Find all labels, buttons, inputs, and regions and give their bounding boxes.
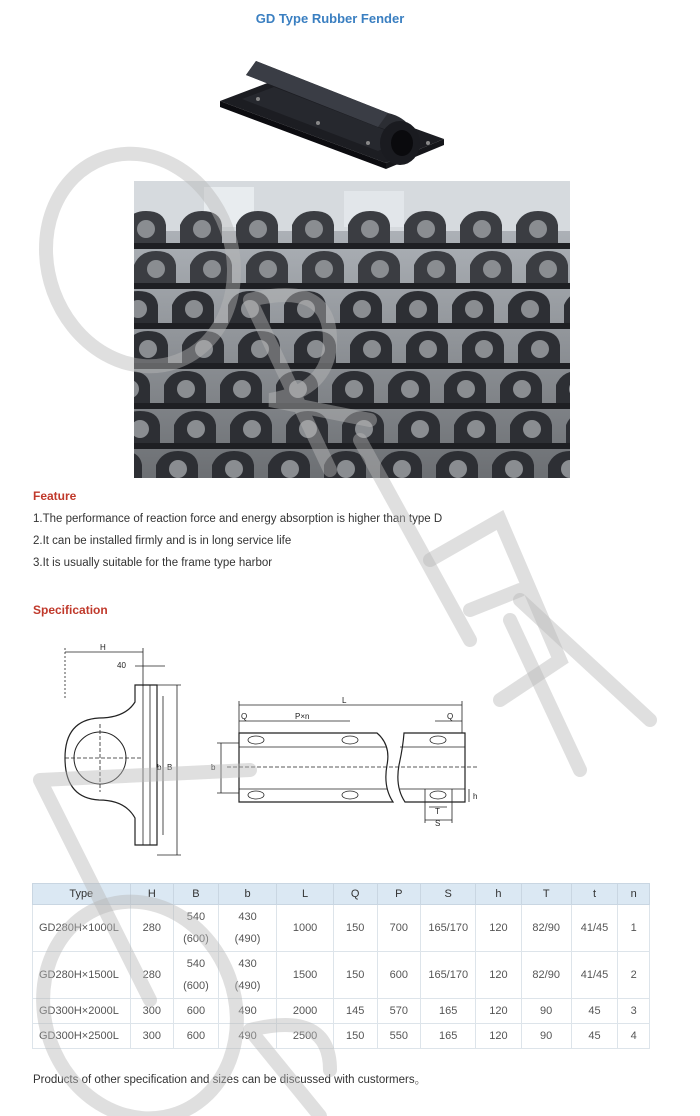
fender-base: [278, 323, 334, 329]
fender-base: [176, 363, 232, 369]
fender-hole: [297, 300, 315, 318]
fender-hole: [315, 260, 333, 278]
fender-hole: [411, 420, 429, 438]
fender-base: [174, 243, 230, 249]
fender-base: [326, 403, 382, 409]
fender-hole: [251, 340, 269, 358]
col-header: T: [521, 884, 571, 905]
cell-b: [218, 952, 277, 999]
cell-T: 90: [521, 1024, 571, 1049]
fender-hole: [337, 460, 355, 478]
cell-L: 2500: [277, 1024, 334, 1049]
fender-hole: [345, 380, 363, 398]
fender-base: [504, 443, 560, 449]
col-header: n: [618, 884, 650, 905]
fender-base: [520, 283, 570, 289]
fender-hole: [513, 380, 531, 398]
cell-n: 4: [618, 1024, 650, 1049]
fender-hole: [233, 380, 251, 398]
fender-base: [408, 283, 464, 289]
fender-hole: [417, 220, 435, 238]
fender-hole: [361, 220, 379, 238]
fender-base: [568, 363, 570, 369]
fender-base: [270, 403, 326, 409]
dim-h-label: h: [473, 792, 478, 801]
feature-item: 3.It is usually suitable for the frame type harbor: [33, 557, 273, 569]
cell-H: 280: [130, 952, 174, 999]
col-header: Type: [33, 884, 131, 905]
fender-hole: [225, 460, 243, 478]
fender-base: [510, 243, 566, 249]
table-row: [33, 1024, 650, 1049]
fender-hole: [505, 460, 523, 478]
fender-base: [288, 363, 344, 369]
fender-base: [134, 243, 174, 249]
fender-hole: [169, 460, 187, 478]
cell-Q: 150: [333, 952, 377, 999]
fender-hole: [353, 300, 371, 318]
fender-hole: [137, 220, 155, 238]
fender-hole: [419, 340, 437, 358]
cell-type: GD280H×1000L: [33, 905, 131, 952]
fender-hole: [539, 260, 557, 278]
fender-base: [464, 283, 520, 289]
fender-base: [134, 323, 166, 329]
dim-S-label: S: [435, 819, 441, 828]
dim-T-label: T: [435, 807, 440, 816]
dim-Q-left-label: Q: [241, 712, 248, 721]
fender-hole: [203, 260, 221, 278]
cell-P: 600: [377, 952, 421, 999]
fender-hole: [147, 260, 165, 278]
cell-L: 1000: [277, 905, 334, 952]
fender-base: [344, 363, 400, 369]
fender-hole: [355, 420, 373, 438]
fender-hole: [529, 220, 547, 238]
cell-H: 300: [130, 1024, 174, 1049]
cell-T: 82/90: [521, 905, 571, 952]
fender-hole: [299, 420, 317, 438]
fender-base: [214, 403, 270, 409]
fender-base: [448, 443, 504, 449]
cell-B-alt: (600): [183, 980, 209, 992]
fender-base: [134, 283, 184, 289]
cell-n: 3: [618, 999, 650, 1024]
fender-base: [560, 443, 570, 449]
product-image: [218, 57, 448, 177]
col-header: t: [571, 884, 618, 905]
fender-base: [400, 363, 456, 369]
table-row: [33, 905, 650, 952]
fender-hole: [193, 220, 211, 238]
fender-base: [134, 443, 168, 449]
fender-base: [454, 243, 510, 249]
cell-B: 600: [174, 999, 219, 1024]
cell-B-alt: (600): [183, 933, 209, 945]
fender-hole: [409, 300, 427, 318]
cell-h: 120: [476, 999, 521, 1024]
fender-hole: [307, 340, 325, 358]
cell-Q: 150: [333, 1024, 377, 1049]
fender-hole: [467, 420, 485, 438]
table-row: [33, 999, 650, 1024]
cell-S: 165: [421, 999, 476, 1024]
fender-base: [382, 403, 438, 409]
plan-diagram: [207, 695, 497, 830]
cell-b: 490: [218, 1024, 277, 1049]
dim-b-mid-label: b: [211, 763, 216, 772]
dim-H-label: H: [100, 643, 106, 652]
cell-b-alt: (490): [234, 933, 261, 945]
table-row: [33, 952, 650, 999]
cell-S: 165/170: [421, 952, 476, 999]
fender-hole: [243, 420, 261, 438]
fender-hole: [305, 220, 323, 238]
spec-table: [32, 883, 650, 1049]
cell-Q: 145: [333, 999, 377, 1024]
col-header: b: [218, 884, 277, 905]
cell-T: 90: [521, 999, 571, 1024]
fender-hole: [259, 260, 277, 278]
fender-base: [494, 403, 550, 409]
dim-b-label: b: [157, 763, 162, 772]
cell-t: 45: [571, 999, 618, 1024]
col-header: L: [277, 884, 334, 905]
col-header: Q: [333, 884, 377, 905]
fender-hole: [475, 340, 493, 358]
fender-base: [334, 323, 390, 329]
feature-item: 2.It can be installed firmly and is in long service life: [33, 535, 292, 547]
cell-t: 45: [571, 1024, 618, 1049]
cell-L: 2000: [277, 999, 334, 1024]
fender-base: [286, 243, 342, 249]
feature-item: 1.The performance of reaction force and energy absorption is higher than type D: [33, 513, 443, 525]
dim-L-label: L: [342, 696, 347, 705]
fender-base: [456, 363, 512, 369]
warehouse-image: [134, 181, 570, 478]
fender-base: [166, 323, 222, 329]
cell-b: 490: [218, 999, 277, 1024]
fender-hole: [363, 340, 381, 358]
fender-hole: [241, 300, 259, 318]
fender-base: [398, 243, 454, 249]
fender-base: [352, 283, 408, 289]
cell-Q: 150: [333, 905, 377, 952]
cell-P: 550: [377, 1024, 421, 1049]
cell-n: 1: [618, 905, 650, 952]
col-header: S: [421, 884, 476, 905]
fender-hole: [473, 220, 491, 238]
cell-T: 82/90: [521, 952, 571, 999]
fender-base: [134, 363, 176, 369]
fender-base: [446, 323, 502, 329]
fender-hole: [187, 420, 205, 438]
fender-base: [184, 283, 240, 289]
fender-hole: [371, 260, 389, 278]
col-header: B: [174, 884, 219, 905]
cell-h: 120: [476, 952, 521, 999]
fender-hole: [393, 460, 411, 478]
fender-hole: [465, 300, 483, 318]
dim-Pxn-label: P×n: [295, 712, 310, 721]
fender-base: [390, 323, 446, 329]
fender-base: [502, 323, 558, 329]
cell-type: GD300H×2000L: [33, 999, 131, 1024]
fender-hole: [139, 340, 157, 358]
fender-hole: [523, 420, 541, 438]
fender-hole: [289, 380, 307, 398]
col-header: P: [377, 884, 421, 905]
cell-n: 2: [618, 952, 650, 999]
dim-B-label: B: [167, 763, 173, 772]
col-header: h: [476, 884, 521, 905]
cell-h: 120: [476, 1024, 521, 1049]
table-header-row: [33, 884, 650, 905]
fender-base: [168, 443, 224, 449]
col-header: H: [130, 884, 174, 905]
fender-hole: [531, 340, 549, 358]
cell-H: 280: [130, 905, 174, 952]
fender-base: [566, 243, 570, 249]
cell-h: 120: [476, 905, 521, 952]
fender-hole: [185, 300, 203, 318]
cell-t: 41/45: [571, 905, 618, 952]
cell-t: 41/45: [571, 952, 618, 999]
fender-base: [240, 283, 296, 289]
cell-B-main: 540: [186, 911, 206, 923]
dim-40-label: 40: [117, 661, 126, 670]
dim-Q-right-label: Q: [447, 712, 454, 721]
cell-b-main: 430: [238, 958, 257, 970]
cell-type: GD280H×1500L: [33, 952, 131, 999]
cell-S: 165/170: [421, 905, 476, 952]
cell-type: GD300H×2500L: [33, 1024, 131, 1049]
fender-base: [296, 283, 352, 289]
cell-L: 1500: [277, 952, 334, 999]
fender-base: [222, 323, 278, 329]
fender-hole: [483, 260, 501, 278]
fender-base: [512, 363, 568, 369]
fender-base: [134, 403, 158, 409]
cell-H: 300: [130, 999, 174, 1024]
cell-B: [174, 952, 219, 999]
cell-B: [174, 905, 219, 952]
cell-B-main: 540: [186, 958, 206, 970]
profile-diagram: [55, 640, 195, 865]
fender-base: [158, 403, 214, 409]
cell-P: 700: [377, 905, 421, 952]
fender-base: [336, 443, 392, 449]
fender-base: [558, 323, 570, 329]
footer-note: Products of other specification and sizes can be discussed with custormers。: [33, 1074, 427, 1086]
fender-hole: [195, 340, 213, 358]
cell-S: 165: [421, 1024, 476, 1049]
fender-base: [550, 403, 570, 409]
fender-hole: [401, 380, 419, 398]
fender-base: [438, 403, 494, 409]
fender-hole: [427, 260, 445, 278]
specification-heading: Specification: [33, 603, 108, 617]
fender-base: [280, 443, 336, 449]
page-title: GD Type Rubber Fender: [255, 11, 405, 26]
fender-base: [224, 443, 280, 449]
cell-b-alt: (490): [234, 980, 261, 992]
fender-hole: [521, 300, 539, 318]
fender-base: [232, 363, 288, 369]
fender-base: [342, 243, 398, 249]
fender-hole: [449, 460, 467, 478]
cell-P: 570: [377, 999, 421, 1024]
fender-hole: [457, 380, 475, 398]
cell-B: 600: [174, 1024, 219, 1049]
fender-hole: [249, 220, 267, 238]
cell-b: [218, 905, 277, 952]
cell-b-main: 430: [238, 911, 257, 923]
fender-base: [230, 243, 286, 249]
fender-hole: [281, 460, 299, 478]
feature-heading: Feature: [33, 489, 77, 503]
fender-hole: [177, 380, 195, 398]
fender-base: [392, 443, 448, 449]
